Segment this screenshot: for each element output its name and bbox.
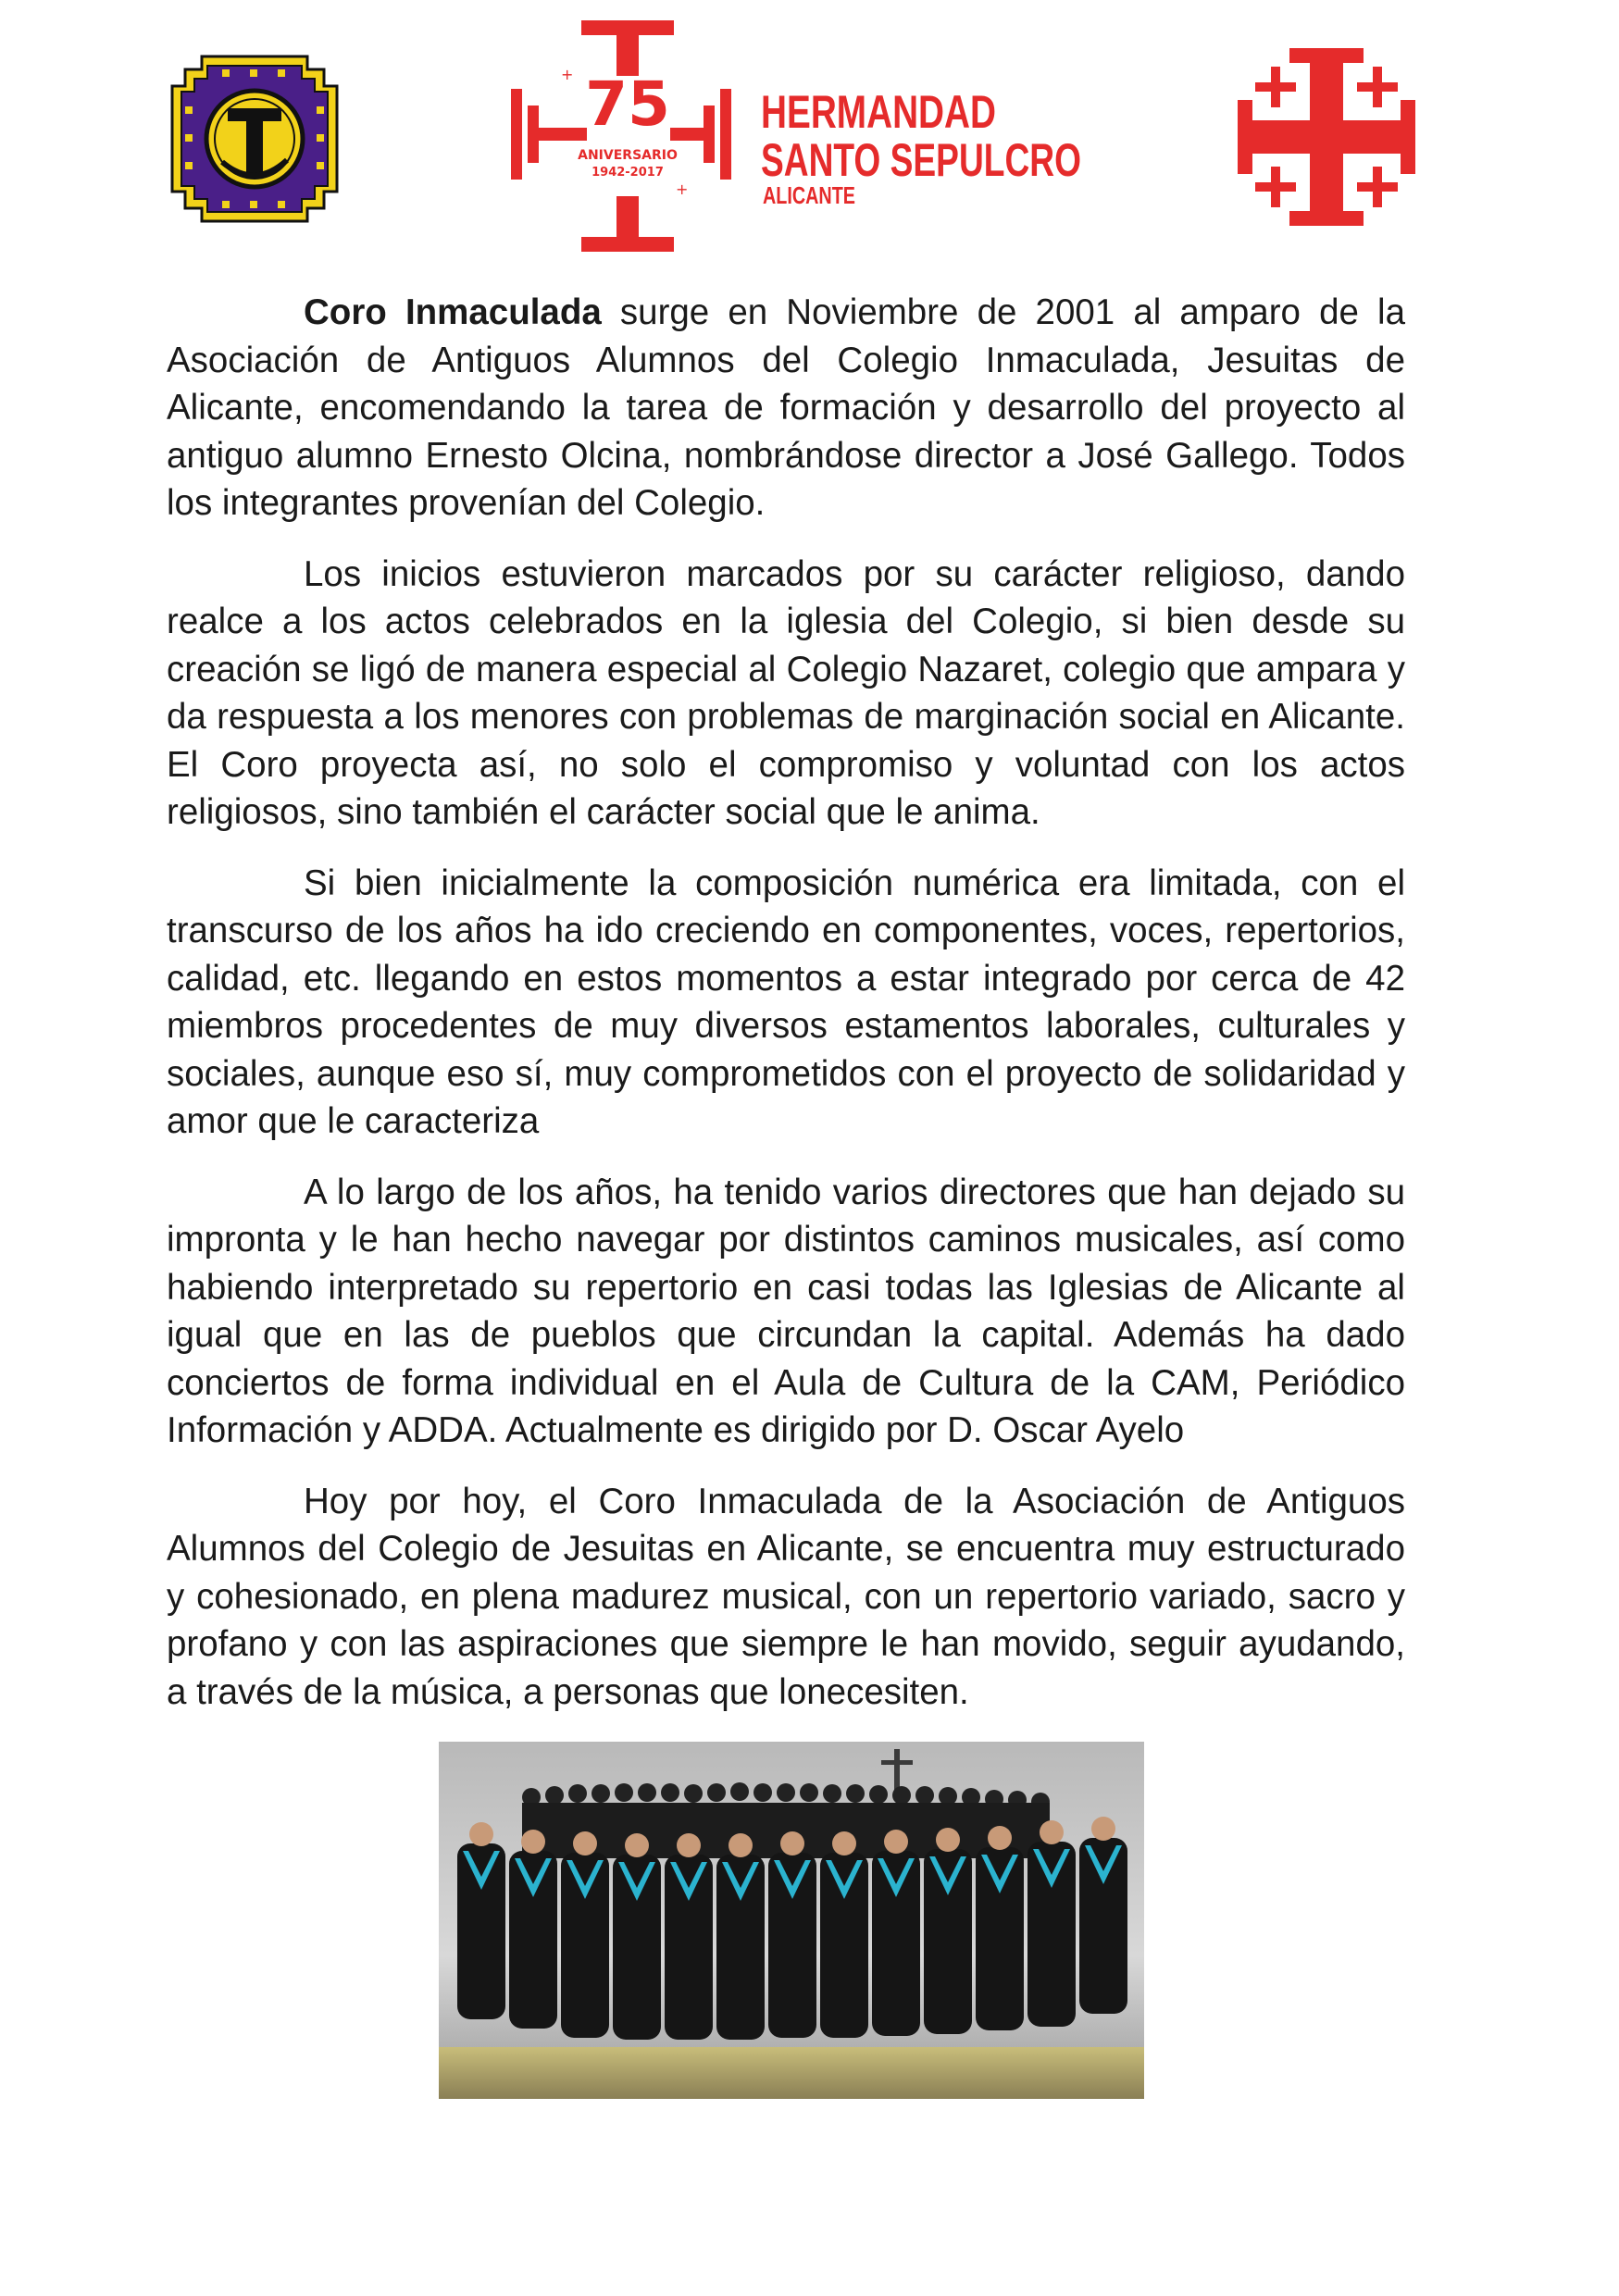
purple-cross-emblem-icon [167,51,342,227]
choir-name: Coro Inmaculada [304,292,602,332]
page-header [0,0,1619,278]
hermandad-logo [507,19,1100,254]
paragraph-3: Si bien inicialmente la composición numérica era limitada, con el transcurso de los años ha ido creciendo en componentes, voces, repertorios, calidad, etc. llegando en estos momentos a estar integrado por cerca de 42 miembros procedentes de muy diversos estamentos laborales, culturales y sociales, aunque eso sí, muy comprometidos con el proyecto de solidaridad y amor que le caracteriza [167,863,1405,1141]
logo-line3: ALICANTE [763,181,855,209]
paragraph-1 [167,289,1405,527]
logo-line2: SANTO SEPULCRO [761,134,1081,186]
anniversary-label: ANIVERSARIO [578,148,678,163]
document-body [167,289,1405,1739]
paragraph-5: Hoy por hoy, el Coro Inmaculada de la Asociación de Antiguos Alumnos del Colegio de Jesuitas en Alicante, se encuentra muy estructurado y cohesionado, en plena madurez musical, con un repertorio variado, sacro y profano y con las aspiraciones que siempre le han movido, seguir ayudando, a través de la música, a personas que lonecesiten. [167,1481,1405,1712]
paragraph-1-text: surge en Noviembre de 2001 al amparo de la Asociación de Antiguos Alumnos del Colegio Inmaculada, Jesuitas de Alicante, encomendando la tarea de formación y desarrollo del proyecto al antiguo alumno Ernesto Olcina, nombrándose director a José Gallego. Todos los integrantes provenían del Colegio. [167,292,1406,523]
choir-group-photo [439,1742,1144,2099]
paragraph-4: A lo largo de los años, ha tenido varios directores que han dejado su impronta y le han hecho navegar por distintos caminos musicales, así como habiendo interpretado su repertorio en casi todas las Iglesias de Alicante al igual que en las de pueblos que circundan la capital. Además ha dado conciertos de forma individual en el Aula de Cultura de la CAM, Periódico Información y ADDA. Actualmente es dirigido por D. Oscar Ayelo [167,1172,1405,1450]
svg-text:+: + [561,66,574,83]
anniversary-number: 75 [585,68,670,140]
anniversary-years: 1942-2017 [592,166,664,180]
paragraph-2: Los inicios estuvieron marcados por su carácter religioso, dando realce a los actos celebrados en la iglesia del Colegio, si bien desde su creación se ligó de manera especial al Colegio Nazaret, colegio que ampara y da respuesta a los menores con problemas de marginación social en Alicante. El Coro proyecta así, no solo el compromiso y voluntad con los actos religiosos, sino también el carácter social que le anima. [167,553,1405,832]
jerusalem-cross-icon [1234,44,1419,230]
svg-text:+: + [676,180,689,198]
logo-line1: HERMANDAD [761,86,996,138]
